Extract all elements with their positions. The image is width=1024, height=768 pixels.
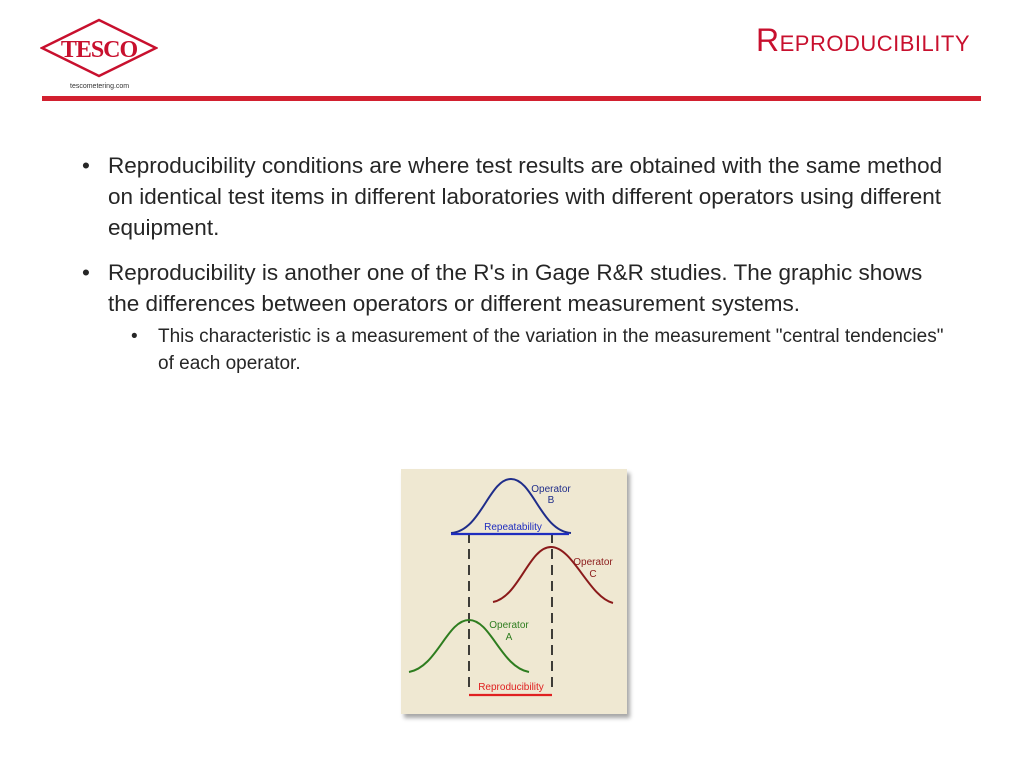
operator-b-label-line1: Operator <box>531 484 571 495</box>
bullet-item: • Reproducibility is another one of the R's in Gage R&R studies. The graphic shows the differences between operators or different measurement systems. <box>78 257 958 319</box>
logo-text: TESCO <box>60 37 138 63</box>
reproducibility-label: Reproducibility <box>478 682 544 693</box>
title-divider <box>42 96 981 101</box>
logo-url: tescometering.com <box>70 83 130 90</box>
operator-b-label-line2: B <box>547 495 555 506</box>
operator-a-label-line2: A <box>505 632 513 643</box>
repeatability-label: Repeatability <box>484 522 542 533</box>
operator-a-label-line1: Operator <box>489 620 529 631</box>
operator-c-label-line1: Operator <box>573 557 613 568</box>
page-title: Reproducibility <box>756 22 970 58</box>
content <box>78 150 958 377</box>
bullet-list <box>78 150 958 377</box>
operator-c-label-line2: C <box>589 569 597 580</box>
reproducibility-diagram <box>401 469 627 714</box>
bullet-item: • Reproducibility conditions are where test results are obtained with the same method on identical test items in different laboratories with different operators using different equipment. <box>78 150 958 243</box>
sub-bullet-item: • This characteristic is a measurement of the variation in the measurement "central tendencies" of each operator. <box>78 323 958 377</box>
tesco-logo <box>40 18 158 78</box>
